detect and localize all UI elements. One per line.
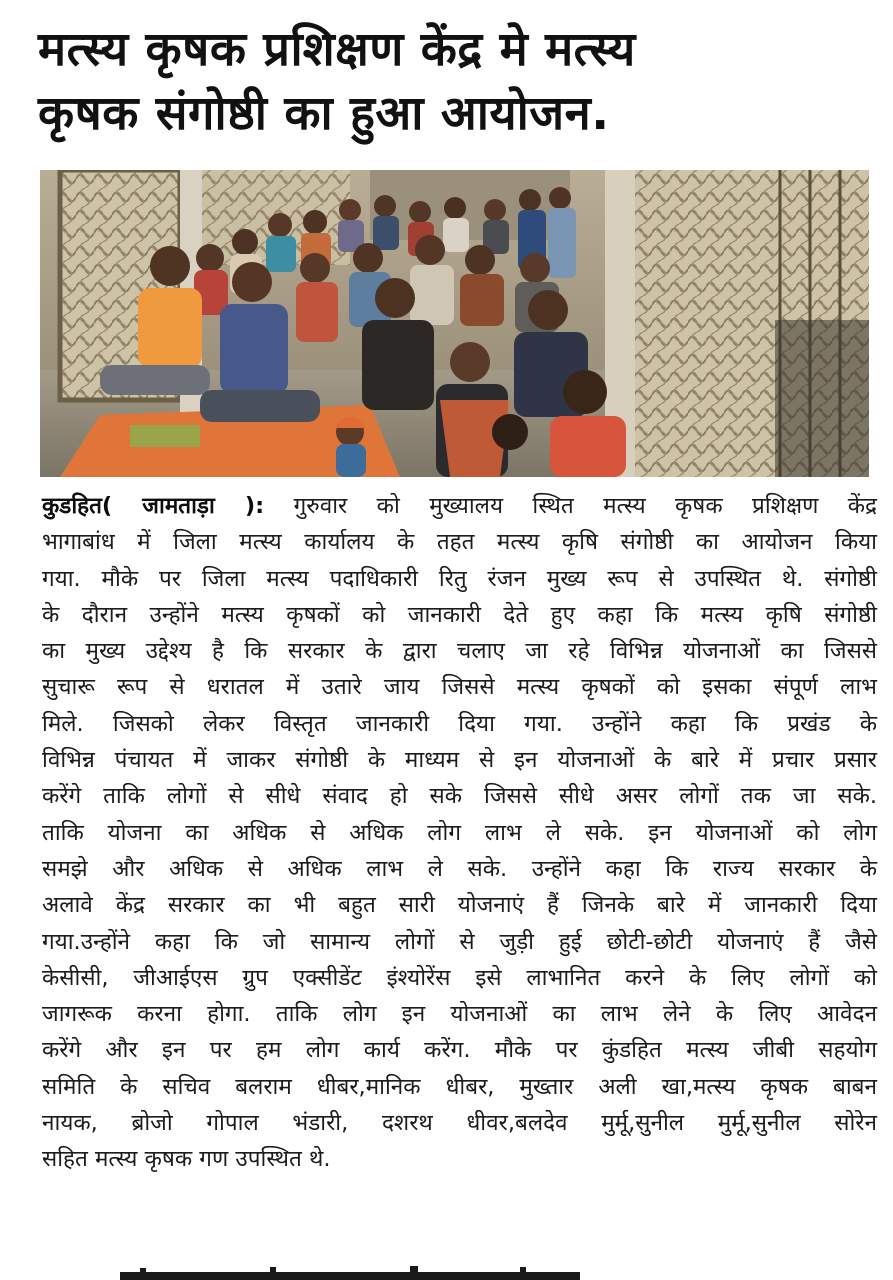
- article-body: [42, 488, 877, 1178]
- article-line: विभिन्न पंचायत में जाकर संगोष्ठी के माध्यम से इन योजनाओं के बारे में प्रचार प्रसार: [42, 747, 877, 774]
- article-line: सहित मत्स्य कृषक गण उपस्थित थे.: [42, 1146, 331, 1173]
- article-line: के दौरान उन्होंने मत्स्य कृषकों को जानकारी देते हुए कहा कि मत्स्य कृषि संगोष्ठी: [42, 601, 877, 628]
- headline-line-1: मत्स्य कृषक प्रशिक्षण केंद्र मे मत्स्य: [38, 22, 636, 77]
- headline: [38, 18, 878, 146]
- group-photo-icon: [40, 170, 869, 477]
- article-line: [42, 488, 877, 524]
- article-line: समझे और अधिक से अधिक लाभ ले सके. उन्होंने कहा कि राज्य सरकार के: [42, 855, 877, 882]
- article-line: का मुख्य उद्देश्य है कि सरकार के द्वारा चलाए जा रहे विभिन्न योजनाओं का जिससे: [42, 638, 877, 665]
- article-line: जागरूक करना होगा. ताकि लोग इन योजनाओं का लाभ लेने के लिए आवेदन: [42, 1001, 877, 1028]
- article-line: मिले. जिसको लेकर विस्तृत जानकारी दिया गया. उन्होंने कहा कि प्रखंड के: [42, 710, 877, 737]
- article-line: सुचारू रूप से धरातल में उतारे जाय जिससे मत्स्य कृषकों को इसका संपूर्ण लाभ: [42, 674, 877, 701]
- article-line: गया.उन्होंने कहा कि जो सामान्य लोगों से जुड़ी हुई छोटी-छोटी योजनाएं हैं जैसे: [42, 928, 877, 955]
- article-line: नायक, ब्रोजो गोपाल भंडारी, दशरथ धीवर,बलदेव मुर्मू,सुनील मुर्मू,सुनील सोरेन: [42, 1110, 877, 1137]
- news-photo: [40, 170, 869, 477]
- article-line: गया. मौके पर जिला मत्स्य पदाधिकारी रितु रंजन मुख्य रूप से उपस्थित थे. संगोष्ठी: [42, 565, 877, 592]
- article-line: करेंगे और इन पर हम लोग कार्य करेंग. मौके पर कुंडहित मत्स्य जीबी सहयोग: [42, 1037, 877, 1064]
- dateline: कुडहित( जामताड़ा ):: [42, 493, 265, 519]
- headline-line-2: कृषक संगोष्ठी का हुआ आयोजन.: [38, 86, 610, 141]
- article-line: अलावे केंद्र सरकार का भी बहुत सारी योजनाएं हैं जिनके बारे में जानकारी दिया: [42, 892, 877, 919]
- article-line: समिति के सचिव बलराम धीबर,मानिक धीबर, मुख्तार अली खा,मत्स्य कृषक बाबन: [42, 1073, 877, 1100]
- article-line-text: गुरुवार को मुख्यालय स्थित मत्स्य कृषक प्रशिक्षण केंद्र: [264, 493, 877, 519]
- article-line: ताकि योजना का अधिक से अधिक लोग लाभ ले सके. इन योजनाओं को लोग: [42, 819, 877, 846]
- article-line: केसीसी, जीआईएस ग्रुप एक्सीडेंट इंश्योरेंस इसे लाभानित करने के लिए लोगों को: [42, 964, 877, 991]
- cutoff-next-headline: [120, 1262, 580, 1280]
- article-line: करेंगे ताकि लोगों से सीधे संवाद हो सके जिससे सीधे असर लोगों तक जा सके.: [42, 783, 877, 810]
- article-line: भागाबांध में जिला मत्स्य कार्यालय के तहत मत्स्य कृषि संगोष्ठी का आयोजन किया: [42, 529, 877, 556]
